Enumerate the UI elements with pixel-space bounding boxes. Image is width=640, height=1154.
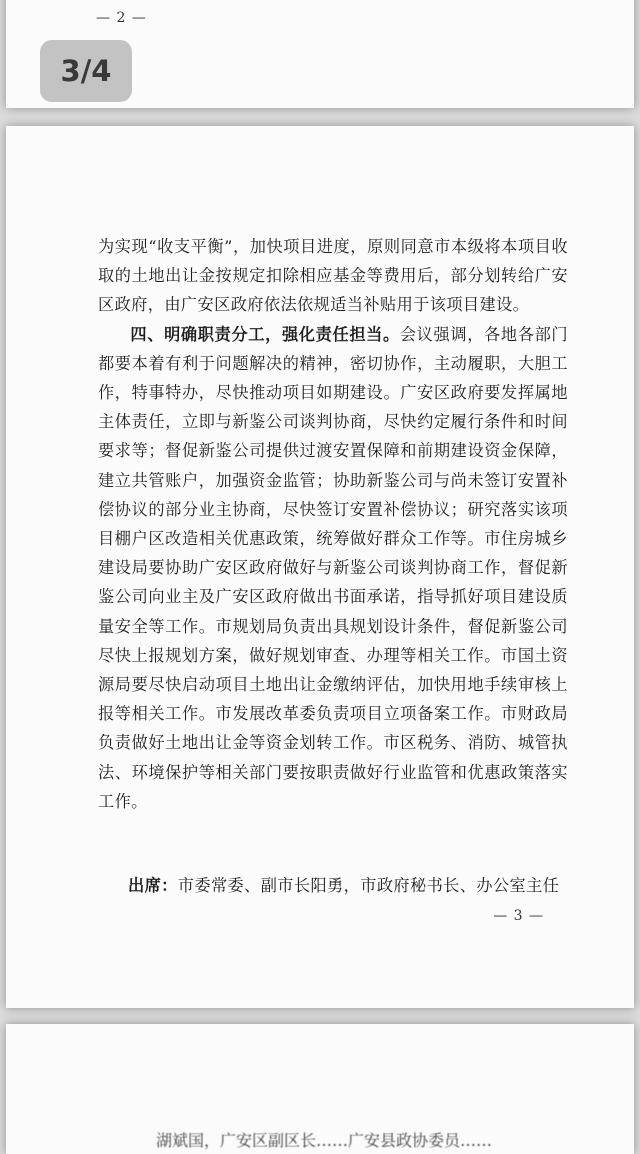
page-number: — 2 —	[96, 10, 147, 26]
attendance-line	[128, 872, 588, 896]
paragraph-funding: 为实现“收支平衡”，加快项目进度，原则同意市本级将本项目收取的土地出让金按规定扣除相应基金等费用后，部分划转给广安区政府，由广安区政府依法依规适当补贴用于该项目建设。	[98, 237, 568, 315]
attendance-label: 出席：	[128, 876, 178, 895]
paragraph-section-four	[98, 320, 568, 816]
partial-text-line: 湖斌国，广安区副区长……广安县政协委员……	[156, 1131, 493, 1150]
page-number: — 3 —	[493, 908, 544, 924]
document-body	[98, 232, 568, 816]
page-counter-badge: 3/4	[40, 40, 132, 102]
current-page	[6, 126, 634, 1008]
attendance-text: 市委常委、副市长阳勇，市政府秘书长、办公室主任	[177, 876, 560, 895]
section-body: 会议强调，各地各部门都要本着有利于问题解决的精神，密切协作，主动履职，大胆工作，特事特办，尽快推动项目如期建设。广安区政府要发挥属地主体责任，立即与新鉴公司谈判协商，尽快约定履行条件和时间要求等；督促新鉴公司提供过渡安置保障和前期建设资金保障，建立共管账户，加强资金监管；协助新鉴公司与尚未签订安置补偿协议的部分业主协商，尽快签订安置补偿协议；研究落实该项目棚户区改造相关优惠政策，统筹做好群众工作等。市住房城乡建设局要协助广安区政府做好与新鉴公司谈判协商工作，督促新鉴公司向业主及广安区政府做出书面承诺，指导抓好项目建设质量安全等工作。市规划局负责出具规划设计条件，督促新鉴公司尽快上报规划方案，做好规划审查、办理等相关工作。市国土资源局要尽快启动项目土地出让金缴纳评估，加快用地手续审核上报等相关工作。市发展改革委负责项目立项备案工作。市财政局负责做好土地出让金等资金划转工作。市区税务、消防、城管执法、环境保护等相关部门要按职责做好行业监管和优惠政策落实工作。	[98, 324, 568, 811]
section-heading: 四、明确职责分工，强化责任担当。	[130, 324, 400, 344]
next-page	[6, 1024, 634, 1154]
